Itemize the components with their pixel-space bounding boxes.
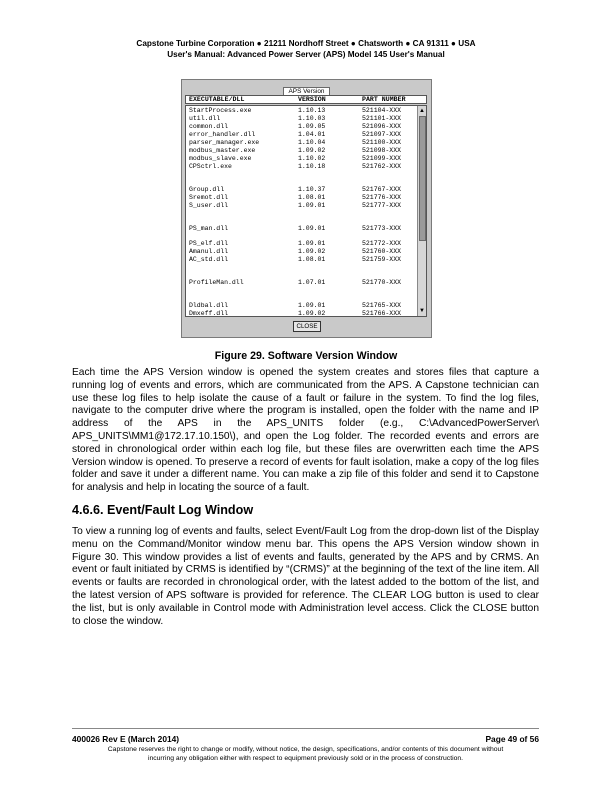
footer-page-number: Page 49 of 56: [485, 734, 539, 744]
list-item[interactable]: [186, 147, 416, 155]
version-value: 1.09.01: [298, 225, 326, 232]
vertical-scrollbar[interactable]: [417, 106, 426, 316]
list-item[interactable]: [186, 107, 416, 115]
part-number: 521760-XXX: [362, 248, 402, 255]
part-number: 521759-XXX: [362, 256, 402, 263]
version-value: 1.09.01: [298, 202, 326, 209]
window-title-bar: [182, 80, 431, 95]
part-number: 521762-XXX: [362, 163, 402, 170]
executable-name: Group.dll: [189, 186, 225, 193]
list-item[interactable]: [186, 240, 416, 248]
footer-disclaimer: [72, 745, 539, 763]
executable-name: AC_std.dll: [189, 256, 229, 263]
part-number: 521777-XXX: [362, 202, 402, 209]
column-header-version: VERSION: [298, 96, 326, 103]
list-item[interactable]: [186, 163, 416, 171]
list-item[interactable]: [186, 139, 416, 147]
executable-name: error_handler.dll: [189, 131, 256, 138]
executable-name: parser_manager.exe: [189, 139, 260, 146]
paragraph-log-files: Each time the APS Version window is opened the system creates and stores files that capture a running log of events and errors, which are communicated from the APS. A Capstone technician can use these log files to help isolate the cause of a fault or failure in the system. To find the log files, navigate to the computer drive where the program is installed, open the folder with the name and IP address of the APS in the APS_UNITS folder (e.g., C:\AdvancedPowerServer\ APS_UNITS\MM1@172.17.10.150\), and open the Log folder. The recorded events and errors are stored in chronological order within each log file, but these files are overwritten each time the APS Version window is opened. To preserve a record of events for fault isolation, make a copy of the log files folder and save it under a different name. You can make a zip file of this folder and send it to Capstone for analysis and help in locating the source of a fault.: [72, 367, 539, 494]
disclaimer-line-1: Capstone reserves the right to change or modify, without notice, the design, specifications, and/or contents of this document without: [107, 746, 504, 753]
paragraph-event-fault-log: To view a running log of events and faults, select Event/Fault Log from the drop-down list of the Display menu on the Command/Monitor window menu bar. This opens the APS Version window shown in Figure 30. This window provides a list of events and faults, generated by the APS and by CRMS. An event or fault initiated by CRMS is identified by “(CRMS)” at the beginning of the text of the line item. All events or faults are recorded in chronological order, with the latest added to the bottom of the list, and the latest version of APS software is provided for reference. The CLEAR LOG button is used to clear the list, but is only available in Control mode with Administration level access. Click the CLOSE button to close the window.: [72, 526, 539, 627]
executable-name: PS_elf.dll: [189, 240, 229, 247]
executable-name: StartProcess.exe: [189, 107, 252, 114]
part-number: 521767-XXX: [362, 186, 402, 193]
version-value: 1.09.01: [298, 240, 326, 247]
part-number: 521766-XXX: [362, 310, 402, 317]
version-value: 1.10.02: [298, 155, 326, 162]
page-header: [0, 38, 612, 60]
version-value: 1.08.01: [298, 256, 326, 263]
executable-name: common.dll: [189, 123, 229, 130]
close-button[interactable]: CLOSE: [293, 321, 321, 332]
version-value: 1.09.01: [298, 302, 326, 309]
part-number: 521104-XXX: [362, 107, 402, 114]
header-manual-title: User's Manual: Advanced Power Server (APS) Model 145 User's Manual: [167, 50, 445, 59]
executable-name: S_user.dll: [189, 202, 229, 209]
executable-name: Dldbal.dll: [189, 302, 229, 309]
column-header-bar: [185, 95, 427, 104]
version-value: 1.09.02: [298, 248, 326, 255]
part-number: 521096-XXX: [362, 123, 402, 130]
executable-name: CPSctrl.exe: [189, 163, 232, 170]
part-number: 521098-XXX: [362, 147, 402, 154]
disclaimer-line-2: incurring any obligation either with respect to equipment previously sold or in the process of construction.: [147, 755, 464, 762]
list-item[interactable]: [186, 202, 416, 210]
list-item[interactable]: [186, 248, 416, 256]
part-number: 521772-XXX: [362, 240, 402, 247]
list-item[interactable]: [186, 115, 416, 123]
part-number: 521100-XXX: [362, 139, 402, 146]
list-item[interactable]: [186, 123, 416, 131]
version-value: 1.09.02: [298, 310, 326, 317]
version-value: 1.09.05: [298, 123, 326, 130]
version-value: 1.10.03: [298, 115, 326, 122]
list-item[interactable]: [186, 302, 416, 310]
version-value: 1.09.02: [298, 147, 326, 154]
version-value: 1.10.18: [298, 163, 326, 170]
executable-name: PS_man.dll: [189, 225, 229, 232]
list-item[interactable]: [186, 279, 416, 287]
footer-divider: [72, 728, 539, 729]
part-number: 521099-XXX: [362, 155, 402, 162]
header-company-line: Capstone Turbine Corporation ● 21211 Nordhoff Street ● Chatsworth ● CA 91311 ● USA: [136, 39, 476, 48]
version-value: 1.10.04: [298, 139, 326, 146]
executable-name: modbus_master.exe: [189, 147, 256, 154]
aps-version-window: [181, 79, 432, 338]
part-number: 521097-XXX: [362, 131, 402, 138]
scroll-up-arrow-icon[interactable]: ▲: [419, 108, 425, 114]
list-item[interactable]: [186, 155, 416, 163]
column-header-part-number: PART NUMBER: [362, 96, 406, 103]
list-item[interactable]: [186, 310, 416, 317]
version-value: 1.04.01: [298, 131, 326, 138]
list-item[interactable]: [186, 256, 416, 264]
version-value: 1.08.01: [298, 194, 326, 201]
footer-doc-id: 400026 Rev E (March 2014): [72, 734, 180, 744]
version-value: 1.10.37: [298, 186, 326, 193]
executable-name: modbus_slave.exe: [189, 155, 252, 162]
figure-caption: Figure 29. Software Version Window: [214, 350, 398, 362]
part-number: 521773-XXX: [362, 225, 402, 232]
scrollbar-thumb[interactable]: [419, 116, 426, 241]
list-item[interactable]: [186, 131, 416, 139]
version-value: 1.10.13: [298, 107, 326, 114]
executable-name: Dmxeff.dll: [189, 310, 229, 317]
executable-name: Sremot.dll: [189, 194, 229, 201]
part-number: 521776-XXX: [362, 194, 402, 201]
executable-name: ProfileMan.dll: [189, 279, 244, 286]
list-item[interactable]: [186, 186, 416, 194]
part-number: 521101-XXX: [362, 115, 402, 122]
executable-name: util.dll: [189, 115, 221, 122]
version-value: 1.07.01: [298, 279, 326, 286]
list-item[interactable]: [186, 225, 416, 233]
column-header-executable: EXECUTABLE/DLL: [189, 96, 245, 103]
part-number: 521765-XXX: [362, 302, 402, 309]
version-list[interactable]: [185, 105, 427, 317]
part-number: 521770-XXX: [362, 279, 402, 286]
section-heading: 4.6.6. Event/Fault Log Window: [72, 503, 254, 517]
window-title: APS Version: [283, 87, 331, 96]
scroll-down-arrow-icon[interactable]: ▼: [419, 308, 425, 314]
list-item[interactable]: [186, 194, 416, 202]
executable-name: Amanul.dll: [189, 248, 229, 255]
